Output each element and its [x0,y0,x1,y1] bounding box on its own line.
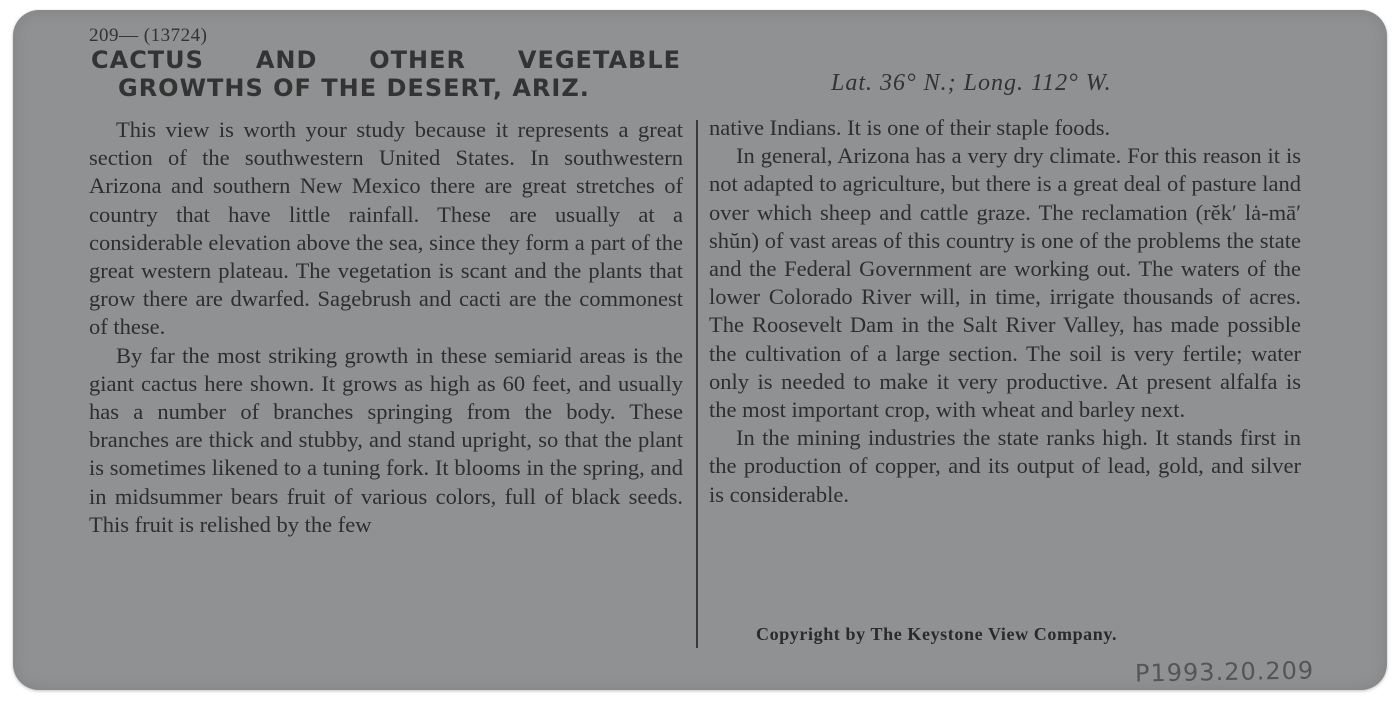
right-paragraph-1: native Indians. It is one of their staple foods. [709,115,1111,140]
column-divider [696,120,698,648]
left-paragraph-1: This view is worth your study because it represents a great section of the southwestern United States. In southwestern Arizona and southern New Mexico there are great stretches of country that have little rainfall. These are usually at a considerable elevation above the sea, since they form a part of the great western plateau. The vegetation is scant and the plants that grow there are dwarfed. Sagebrush and cacti are the commonest of these. [89,117,683,340]
catalog-number: 209— (13724) [89,25,208,46]
handwritten-accession-number: P1993.20.209 [1134,656,1315,688]
geographic-coordinates: Lat. 36° N.; Long. 112° W. [831,70,1112,96]
right-text-column [709,114,1301,509]
card-title [91,46,681,102]
left-paragraph-2: By far the most striking growth in these semiarid areas is the giant cactus here shown. It grows as high as 60 feet, and usually has a number of branches springing from the body. These branches are thick and stubby, and stand upright, so that the plant is sometimes likened to a tuning fork. It blooms in the spring, and in midsummer bears fruit of various colors, full of black seeds. This fruit is relished by the few [89,342,683,537]
stereoview-card-back [13,10,1387,690]
right-paragraph-2: In general, Arizona has a very dry climate. For this reason it is not adapted to agriculture, but there is a great deal of pasture land over which sheep and cattle graze. The reclamation (rĕk′ lȧ-mā′ shŭn) of vast areas of this country is one of the problems the state and the Federal Government are working out. The waters of the lower Colorado River will, in time, irrigate thousands of acres. The Roosevelt Dam in the Salt River Valley, has made possible the cultivation of a large section. The soil is very fertile; water only is needed to make it very productive. At present alfalfa is the most important crop, with wheat and barley next. [709,143,1301,423]
left-text-column [89,116,683,539]
right-paragraph-3: In the mining industries the state ranks high. It stands first in the production of copper, and its output of lead, gold, and silver is considerable. [709,425,1301,507]
copyright-notice: Copyright by The Keystone View Company. [756,624,1118,644]
title-line-2: GROWTHS OF THE DESERT, ARIZ. [118,74,590,102]
title-line-1: CACTUS AND OTHER VEGETABLE [91,46,681,74]
